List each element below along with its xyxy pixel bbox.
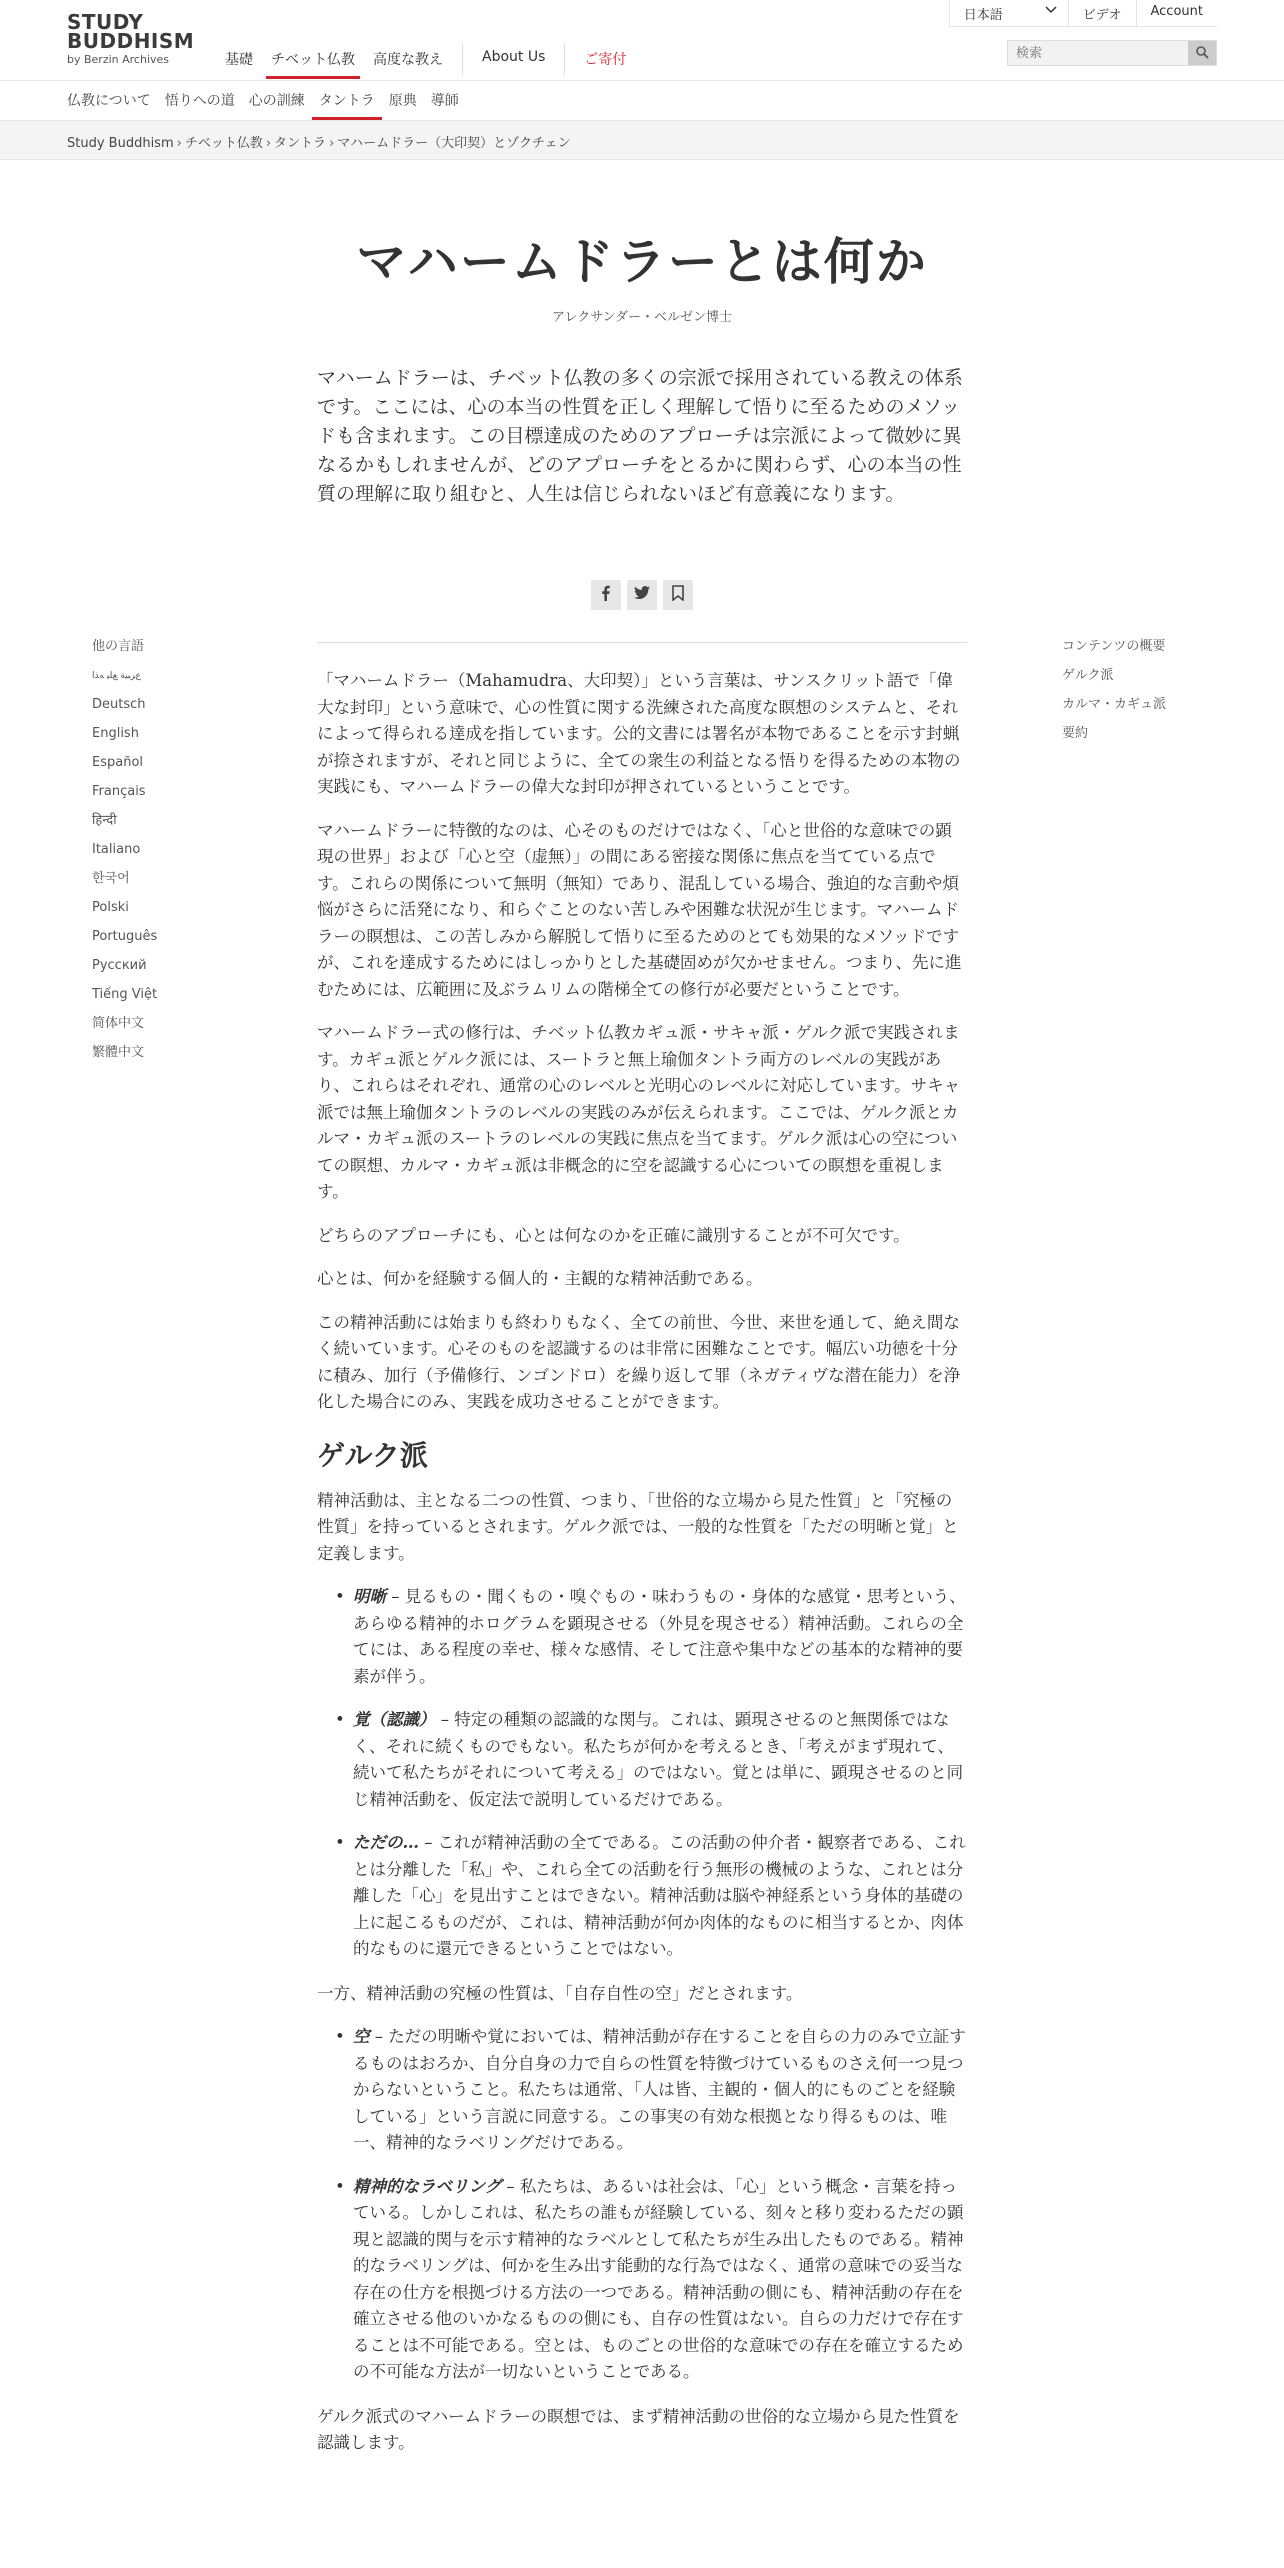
main-nav xyxy=(216,35,635,79)
bookmark-button[interactable] xyxy=(663,580,693,610)
breadcrumb-tantra[interactable]: タントラ xyxy=(274,136,327,151)
nav-tibetan-buddhism[interactable]: チベット仏教 xyxy=(262,35,364,79)
language-link-vietnamese[interactable]: Tiếng Việt xyxy=(92,987,158,1002)
list-item xyxy=(353,2174,967,2386)
language-link-russian[interactable]: Русский xyxy=(92,958,147,973)
article-paragraph: マハームドラーに特徴的なのは、心そのものだけではなく、「心と世俗的な意味での顕現の世界」および「心と空（虚無）」の間にある密接な関係に焦点を当てている点です。これらの関係について無明（無知）であり、混乱している場合、強迫的な言動や煩悩がさらに活発になり、和らぐことのない苦しみや困難な状況が生じます。マハームドラーの瞑想は、この苦しみから解脱して悟りに至るためのとても効果的なメソッドですが、これを達成するためにはしっかりとした基礎固めが欠かせません。つまり、先に進むためには、広範囲に及ぶラムリムの階梯全ての修行が必要だということです。 xyxy=(317,820,962,999)
language-link-arabic[interactable]: ﻉﺮﺒﻴﺔ ﻊﻠﻴ ﻪﺬﺍ xyxy=(92,671,141,681)
toc-item-karma-kagyu[interactable]: カルマ・カギュ派 xyxy=(1062,697,1167,712)
sub-nav xyxy=(0,80,1284,121)
language-list xyxy=(92,637,232,1072)
language-link-espanol[interactable]: Español xyxy=(92,755,144,770)
subnav-texts[interactable]: 原典 xyxy=(388,93,417,109)
site-logo[interactable] xyxy=(67,10,195,66)
list-item xyxy=(353,1830,967,1963)
logo-line-study: STUDY xyxy=(67,10,144,34)
logo-byline: by Berzin Archives xyxy=(67,53,170,66)
article-paragraph: この精神活動には始まりも終わりもなく、全ての前世、今世、来世を通して、絶え間なく続いています。心そのものを認識するのは非常に困難なことです。幅広い功徳を十分に積み、加行（予備修行、ンゴンドロ）を繰り返して罪（ネガティヴな潜在能力）を浄化した場合にのみ、実践を成功させることができます。 xyxy=(317,1312,961,1411)
language-link-simplified-chinese[interactable]: 简体中文 xyxy=(92,1016,145,1031)
language-selector[interactable] xyxy=(949,0,1068,26)
nav-donate[interactable]: ご寄付 xyxy=(584,52,627,68)
search-icon xyxy=(1195,44,1209,63)
utility-bar xyxy=(949,0,1217,27)
list-item-text: – これが精神活動の全てである。この活動の仲介者・観察者である、これとは分離した「私」や、これら全ての活動を行う無形の機械のような、これとは分離した「心」を見出すことはできない。精神活動は脳や神経系という身体的基礎の上に起こるものだが、これは、精神活動が何か肉体的なものに相当するとか、肉体的なものに還元できるということではない。 xyxy=(353,1833,966,1958)
list-item-text: – 私たちは、あるいは社会は、「心」という概念・言葉を持っている。しかしこれは、私たちの誰もが経験している、刻々と移り変わるただの顕現と認識的関与を示す精神的なラベルとして私たちが生み出したものである。精神的なラベリングは、何かを生み出す能動的な行為ではなく、通常の意味での妥当な存在の仕方を根拠づける方法の一つである。精神活動の側にも、精神活動の存在を確立させる他のいかなるものの側にも、自存の性質はない。自らの力だけで存在することは不可能である。空とは、ものごとの世俗的な意味での存在を確立するための不可能な方法が一切ないということである。 xyxy=(353,2176,964,2381)
breadcrumb-home[interactable]: Study Buddhism xyxy=(67,136,174,151)
language-link-traditional-chinese[interactable]: 繁體中文 xyxy=(92,1045,145,1060)
facebook-icon xyxy=(598,585,614,605)
list-item-text: – 見るもの・聞くもの・嗅ぐもの・味わうもの・身体的な感覚・思考という、あらゆる精神的ホログラムを顕現させる（外見を現させる）精神活動。これらの全てには、ある程度の幸せ、様々な感情、そして注意や集中などの基本的な精神的要素が伴う。 xyxy=(353,1587,966,1686)
search-box xyxy=(1007,40,1217,66)
facebook-share-button[interactable] xyxy=(591,580,621,610)
list-item-term: 覚（認識） xyxy=(353,1710,436,1729)
nav-advanced[interactable]: 高度な教え xyxy=(373,52,443,68)
list-item-term: 精神的なラベリング xyxy=(353,2176,502,2196)
account-link[interactable]: Account xyxy=(1136,0,1218,26)
share-bar xyxy=(591,580,693,610)
search-input[interactable] xyxy=(1008,41,1184,66)
ultimate-nature-list xyxy=(317,2024,967,2386)
list-item-term: 空 xyxy=(353,2027,370,2046)
subnav-about-buddhism[interactable]: 仏教について xyxy=(67,93,151,109)
list-item xyxy=(353,2024,967,2157)
language-link-francais[interactable]: Français xyxy=(92,784,146,799)
chevron-down-icon xyxy=(1044,3,1058,20)
article-body xyxy=(317,668,967,2474)
list-item xyxy=(353,1584,967,1690)
article-paragraph: 心とは、何かを経験する個人的・主観的な精神活動である。 xyxy=(317,1269,763,1288)
article-paragraph: 精神活動は、主となる二つの性質、つまり、「世俗的な立場から見た性質」と「究極の性質」を持っているとされます。ゲルク派では、一般的な性質を「ただの明晰と覚」と定義します。 xyxy=(317,1490,959,1563)
twitter-icon xyxy=(633,585,651,605)
nav-divider xyxy=(564,43,565,75)
list-item-term: ただの… xyxy=(353,1833,419,1852)
page-title: マハームドラーとは何か xyxy=(356,233,928,291)
toc-item-summary[interactable]: 要約 xyxy=(1062,726,1089,741)
bookmark-icon xyxy=(671,585,685,605)
list-item-term: 明晰 xyxy=(353,1587,386,1606)
language-link-polski[interactable]: Polski xyxy=(92,900,129,915)
article-paragraph: マハームドラー式の修行は、チベット仏教カギュ派・サキャ派・ゲルク派で実践されます。カギュ派とゲルク派には、スートラと無上瑜伽タントラ両方のレベルの実践があり、これらはそれぞれ、通常の心のレベルと光明心のレベルに対応しています。サキャ派では無上瑜伽タントラのレベルの実践のみが伝えられます。ここでは、ゲルク派とカルマ・カギュ派のスートラのレベルの実践に焦点を当てます。ゲルク派は心の空についての瞑想、カルマ・カギュ派は非概念的に空を認識する心についての瞑想を重視します。 xyxy=(317,1023,961,1201)
subnav-path[interactable]: 悟りへの道 xyxy=(164,93,235,109)
toc-item-gelug[interactable]: ゲルク派 xyxy=(1062,668,1114,683)
breadcrumb: Study Buddhism › チベット仏教 › タントラ › マハームドラー（大印契）とゾクチェン xyxy=(0,121,1284,160)
video-link[interactable]: ビデオ xyxy=(1068,0,1136,26)
site-header xyxy=(0,0,1284,81)
article-paragraph: ゲルク派式のマハームドラーの瞑想では、まず精神活動の世俗的な立場から見た性質を認識します。 xyxy=(317,2406,960,2452)
language-link-deutsch[interactable]: Deutsch xyxy=(92,697,146,712)
language-link-hindi[interactable]: हिन्दी xyxy=(92,813,117,828)
article-paragraph: 一方、精神活動の究極の性質は、「自存自性の空」だとされます。 xyxy=(317,1983,803,2003)
subnav-teachers[interactable]: 導師 xyxy=(430,93,459,109)
nav-divider xyxy=(462,43,463,75)
section-heading-gelug: ゲルク派 xyxy=(317,1438,428,1472)
language-link-italiano[interactable]: Italiano xyxy=(92,842,141,857)
language-selector-label: 日本語 xyxy=(963,8,1003,23)
breadcrumb-tibetan-buddhism[interactable]: チベット仏教 xyxy=(184,136,263,151)
breadcrumb-current[interactable]: マハームドラー（大印契）とゾクチェン xyxy=(337,136,571,151)
author[interactable]: アレクサンダー・ベルゼン博士 xyxy=(551,310,733,325)
toc-item-overview[interactable]: コンテンツの概要 xyxy=(1062,639,1166,654)
logo-line-buddhism: BUDDHISM xyxy=(67,29,195,53)
twitter-share-button[interactable] xyxy=(627,580,657,610)
conventional-nature-list xyxy=(317,1584,967,1963)
language-link-korean[interactable]: 한국어 xyxy=(92,871,130,886)
language-link-portugues[interactable]: Português xyxy=(92,929,158,944)
nav-basics[interactable]: 基礎 xyxy=(225,52,253,68)
divider xyxy=(317,642,967,643)
list-item-text: – ただの明晰や覚においては、精神活動が存在することを自らの力のみで立証するものはおろか、自分自身の力で自らの性質を特徴づけているものさえ何一つ見つからないということ。私たちは通常、「人は皆、主観的・個人的にものごとを経験している」という言説に同意する。この事実の有効な根拠となり得るものは、唯一、精神的なラベリングだけである。 xyxy=(353,2027,966,2152)
table-of-contents xyxy=(1062,637,1222,753)
article-paragraph: どちらのアプローチにも、心とは何なのかを正確に識別することが不可欠です。 xyxy=(317,1225,910,1245)
language-list-heading: 他の言語 xyxy=(92,639,145,654)
list-item-text: – 特定の種類の認識的な関与。これは、顕現させるのと無関係ではなく、それに続くものでもない。私たちが何かを考えるとき、「考えがまず現れて、続いて私たちがそれについて考える」のではない。覚とは単に、顕現させるのと同じ精神活動を、仮定法で説明しているだけである。 xyxy=(353,1710,964,1809)
article-paragraph: 「マハームドラー（Mahamudra、大印契）」という言葉は、サンスクリット語で「偉大な封印」という意味で、心の性質に関する洗練された高度な瞑想のシステムと、それによって得られる達成を指しています。公的文書には署名が本物であることを示す封蝋が捺されますが、それと同じように、全ての衆生の利益となる悟りを得るための本物の実践にも、マハームドラーの偉大な封印が押されているということです。 xyxy=(317,671,961,796)
subnav-mind-training[interactable]: 心の訓練 xyxy=(248,93,305,109)
search-button[interactable] xyxy=(1188,41,1216,65)
subnav-tantra[interactable]: タントラ xyxy=(312,80,382,120)
language-link-english[interactable]: English xyxy=(92,726,139,741)
lead-paragraph: マハームドラーは、チベット仏教の多くの宗派で採用されている教えの体系です。ここには、心の本当の性質を正しく理解して悟りに至るためのメソッドも含まれます。この目標達成のためのアプローチは宗派によって微妙に異なるかもしれませんが、どのアプローチをとるかに関わらず、心の本当の性質の理解に取り組むと、人生は信じられないほど有意義になります。 xyxy=(317,367,963,505)
nav-about-us[interactable]: About Us xyxy=(482,49,546,65)
list-item xyxy=(353,1707,967,1813)
